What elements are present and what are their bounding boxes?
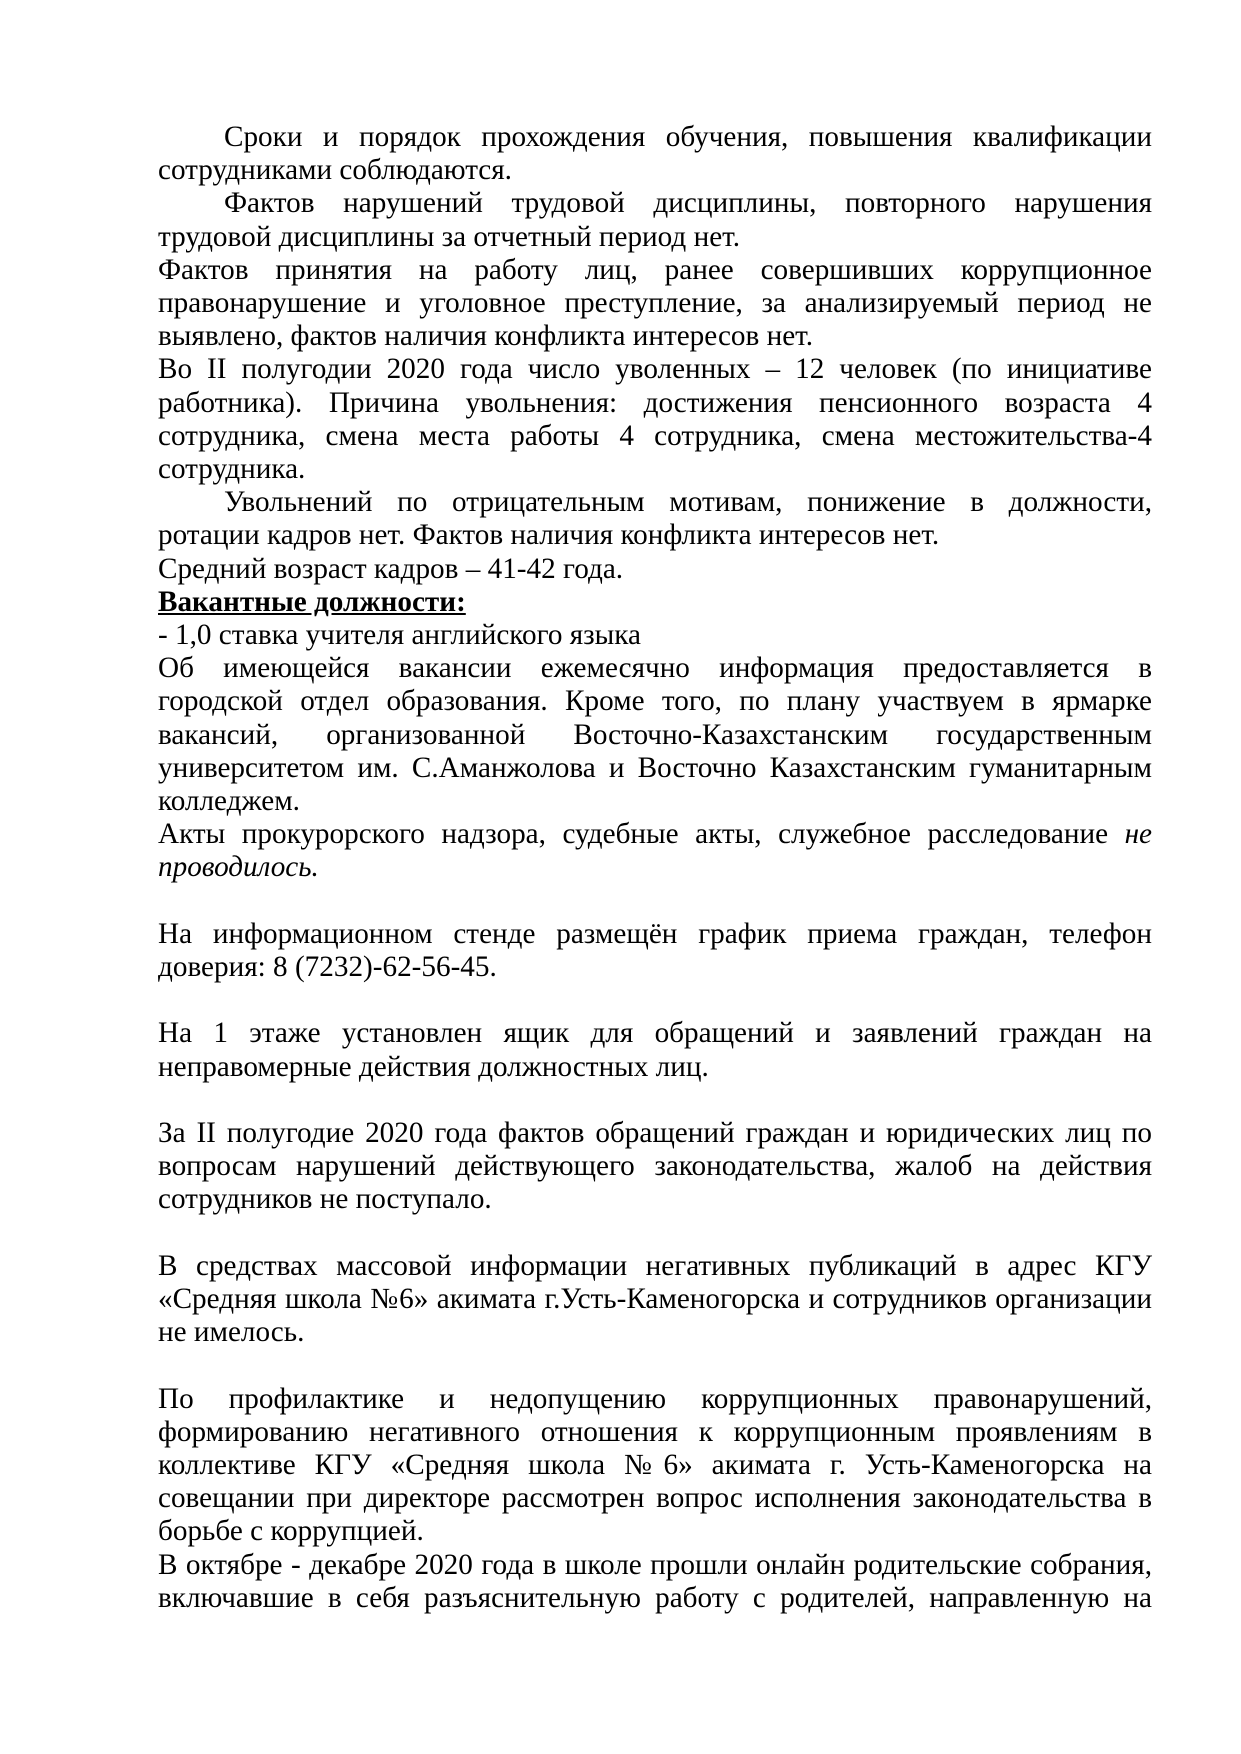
paragraph — [158, 1117, 1152, 1217]
paragraph — [158, 818, 1152, 884]
paragraph — [158, 918, 1152, 984]
paragraph — [158, 619, 1152, 652]
paragraph — [158, 553, 1152, 586]
paragraph — [158, 1017, 1152, 1083]
text-run: не проводилось. — [158, 818, 1152, 884]
paragraph — [158, 1383, 1152, 1549]
text-run: Об имеющейся вакансии ежемесячно информация предоставляется в городской отдел образования. Кроме того, по плану участвуем в ярмарке вакансий, организованной Восточно-Казахстанским государственным университетом им. С.Аманжолова и Восточно Казахстанским гуманитарным колледжем. — [158, 652, 1152, 818]
text-run: Сроки и порядок прохождения обучения, повышения квалификации сотрудниками соблюдаются. — [158, 121, 1152, 187]
paragraph — [158, 1549, 1152, 1615]
text-run: За II полугодие 2020 года фактов обращений граждан и юридических лиц по вопросам нарушений действующего законодательства, жалоб на действия сотрудников не поступало. — [158, 1117, 1152, 1216]
paragraph — [158, 121, 1152, 187]
text-run: Акты прокурорского надзора, судебные акты, служебное расследование — [158, 818, 1125, 851]
text-run: На 1 этаже установлен ящик для обращений и заявлений граждан на неправомерные действия должностных лиц. — [158, 1017, 1152, 1083]
paragraph — [158, 254, 1152, 354]
text-run: В октябре - декабре 2020 года в школе прошли онлайн родительские собрания, включавшие в себя разъяснительную работу с родителей, направленную на — [158, 1548, 1152, 1614]
text-run: По профилактике и недопущению коррупционных правонарушений, формированию негативного отношения к коррупционным проявлениям в коллективе КГУ «Средняя школа №6» акимата г. Усть-Каменогорска на совещании при директоре рассмотрен вопрос исполнения законодательства в борьбе с коррупцией. — [158, 1382, 1152, 1548]
text-run: Вакантные должности: — [158, 585, 466, 618]
text-run: Фактов принятия на работу лиц, ранее совершивших коррупционное правонарушение и уголовное преступление, за анализируемый период не выявлено, фактов наличия конфликта интересов нет. — [158, 253, 1152, 353]
text-run: Увольнений по отрицательным мотивам, понижение в должности, ротации кадров нет. Фактов наличия конфликта интересов нет. — [158, 486, 1152, 552]
paragraph — [158, 187, 1152, 253]
text-run: - 1,0 ставка учителя английского языка — [158, 619, 641, 652]
paragraph — [158, 1250, 1152, 1350]
document-body — [158, 121, 1152, 1615]
text-run: В средствах массовой информации негативных публикаций в адрес КГУ «Средняя школа №6» акимата г.Усть-Каменогорска и сотрудников организации не имелось. — [158, 1249, 1152, 1349]
text-run: Во II полугодии 2020 года число уволенных – 12 человек (по инициативе работника). Причина увольнения: достижения пенсионного возраста 4 сотрудника, смена места работы 4 сотрудника, смена местожительства-4 сотрудника. — [158, 353, 1152, 486]
paragraph — [158, 652, 1152, 818]
text-run: Фактов нарушений трудовой дисциплины, повторного нарушения трудовой дисциплины за отчетный период нет. — [158, 187, 1152, 253]
section-heading — [158, 586, 1152, 619]
text-run: На информационном стенде размещён график приема граждан, телефон доверия: 8 (7232)-62-56-45. — [158, 917, 1152, 984]
paragraph — [158, 353, 1152, 486]
paragraph — [158, 486, 1152, 552]
text-run: Средний возраст кадров – 41-42 года. — [158, 552, 624, 585]
